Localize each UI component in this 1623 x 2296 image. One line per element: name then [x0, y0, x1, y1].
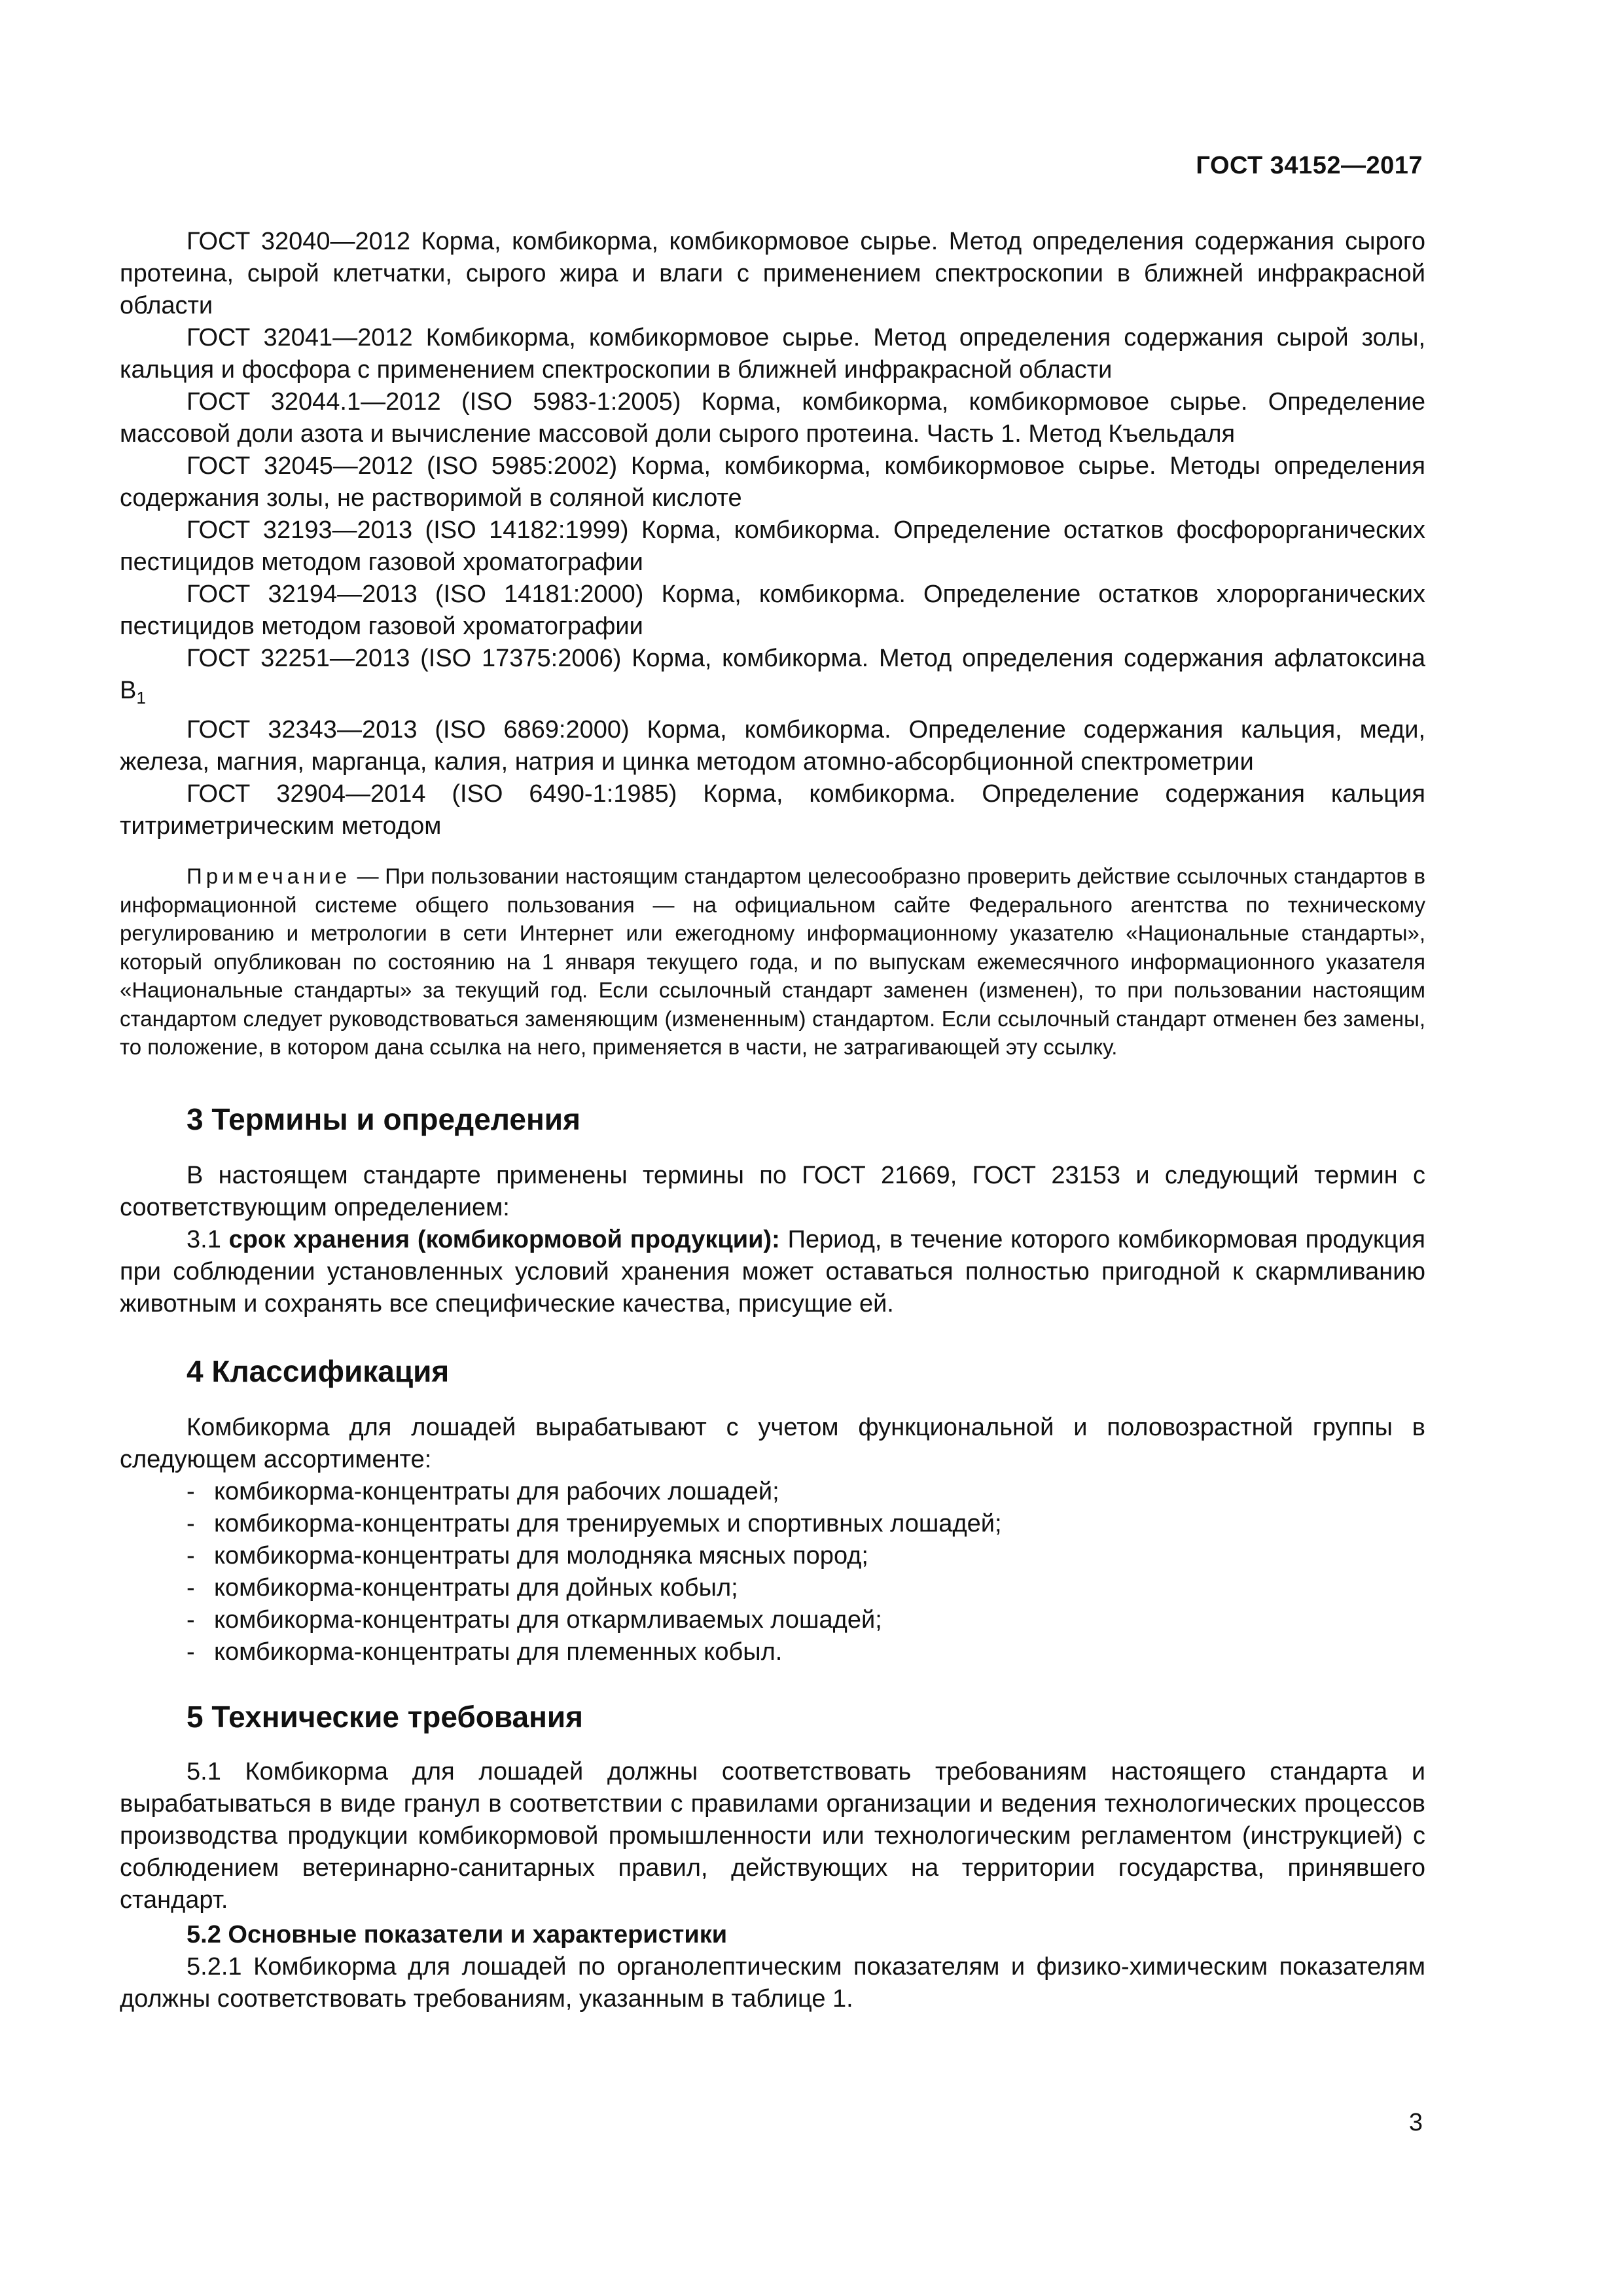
section-3-intro: В настоящем стандарте применены термины по ГОСТ 21669, ГОСТ 23153 и следующий термин с соответствующим определением: — [120, 1161, 1425, 1221]
term-text: Период, в течение которого комбикормовая продукция при соблюдении установленных условий хранения может оставаться полностью пригодной к скармливанию животным и сохранять все специфические качества, присущие ей. — [120, 1225, 1426, 1318]
list-item — [120, 1476, 1425, 1508]
section-4-intro: Комбикорма для лошадей вырабатывают с учетом функциональной и половозрастной группы в следующем ассортименте: — [120, 1413, 1425, 1473]
list-bullet: - — [187, 1605, 195, 1634]
term-number: 3.1 — [187, 1225, 229, 1253]
page-number: 3 — [1408, 2109, 1423, 2136]
list-item-text: комбикорма-концентраты для откармливаемых лошадей; — [214, 1605, 882, 1634]
term-definition — [120, 1224, 1425, 1320]
list-bullet: - — [187, 1541, 195, 1570]
list-bullet: - — [187, 1638, 195, 1666]
list-item-text: комбикорма-концентраты для дойных кобыл; — [214, 1573, 738, 1602]
term-name: срок хранения (комбикормовой продукции): — [228, 1225, 780, 1253]
list-bullet: - — [187, 1477, 195, 1505]
reference-item: ГОСТ 32193—2013 (ISO 14182:1999) Корма, комбикорма. Определение остатков фосфорорганических пестицидов методом газовой хроматографии — [120, 516, 1425, 576]
page-content — [120, 226, 1425, 2015]
list-item-text: комбикорма-концентраты для племенных кобыл. — [214, 1638, 783, 1666]
section-4-heading: 4 Классификация — [187, 1354, 450, 1388]
list-item-text: комбикорма-концентраты для тренируемых и спортивных лошадей; — [214, 1509, 1002, 1537]
paragraph-5-2-1: 5.2.1 Комбикорма для лошадей по органолептическим показателям и физико-химическим показателям должны соответствовать требованиям, указанным в таблице 1. — [120, 1952, 1425, 2013]
reference-item: ГОСТ 32045—2012 (ISO 5985:2002) Корма, комбикорма, комбикормовое сырье. Методы определения содержания золы, не растворимой в соляной кислоте — [120, 452, 1425, 512]
note-paragraph — [120, 862, 1425, 1062]
reference-item: ГОСТ 32044.1—2012 (ISO 5983-1:2005) Корма, комбикорма, комбикормовое сырье. Определение массовой доли азота и вычисление массовой доли сырого протеина. Часть 1. Метод Къельдаля — [120, 388, 1425, 448]
reference-item: ГОСТ 32904—2014 (ISO 6490-1:1985) Корма, комбикорма. Определение содержания кальция титриметрическим методом — [120, 780, 1425, 840]
assortment-list — [120, 1476, 1425, 1668]
reference-item: ГОСТ 32343—2013 (ISO 6869:2000) Корма, комбикорма. Определение содержания кальция, меди, железа, магния, марганца, калия, натрия и цинка методом атомно-абсорбционной спектрометрии — [120, 716, 1425, 776]
note-label: Примечание — [187, 864, 351, 888]
list-bullet: - — [187, 1509, 195, 1537]
list-item — [120, 1604, 1425, 1636]
section-3-heading: 3 Термины и определения — [187, 1102, 580, 1136]
reference-item-aflatoxin — [120, 643, 1425, 714]
paragraph-5-1: 5.1 Комбикорма для лошадей должны соответствовать требованиям настоящего стандарта и вырабатываться в виде гранул в соответствии с правилами организации и ведения технологических процессов производства продукции комбикормовой промышленности или технологическим регламентом (инструкцией) с соблюдением ветеринарно-санитарных правил, действующих на территории государства, принявшего стандарт. — [120, 1757, 1425, 1914]
subsection-5-2-heading: 5.2 Основные показатели и характеристики — [187, 1920, 728, 1948]
list-item — [120, 1508, 1425, 1540]
list-item-text: комбикорма-концентраты для рабочих лошадей; — [214, 1477, 779, 1505]
section-5-heading: 5 Технические требования — [187, 1699, 583, 1734]
list-item — [120, 1636, 1425, 1668]
reference-item: ГОСТ 32041—2012 Комбикорма, комбикормовое сырье. Метод определения содержания сырой золы, кальция и фосфора с применением спектроскопии в ближней инфракрасной области — [120, 324, 1425, 384]
reference-subscript: 1 — [136, 688, 146, 708]
list-item — [120, 1572, 1425, 1604]
note-text: — При пользовании настоящим стандартом целесообразно проверить действие ссылочных стандартов в информационной системе общего пользования — на официальном сайте Федерального агентства по техническому регулированию и метрологии в сети Интернет или ежегодному информационному указателю «Национальные стандарты», который опубликован по состоянию на 1 января текущего года, и по выпускам ежемесячного информационного указателя «Национальные стандарты» за текущий год. Если ссылочный стандарт заменен (изменен), то при пользовании настоящим стандартом следует руководствоваться заменяющим (измененным) стандартом. Если ссылочный стандарт отменен без замены, то положение, в котором дана ссылка на него, применяется в части, не затрагивающей эту ссылку. — [120, 864, 1425, 1059]
reference-text: ГОСТ 32251—2013 (ISO 17375:2006) Корма, комбикорма. Метод определения содержания афлатоксина B — [120, 645, 1425, 704]
list-item — [120, 1540, 1425, 1572]
reference-item: ГОСТ 32194—2013 (ISO 14181:2000) Корма, комбикорма. Определение остатков хлорорганических пестицидов методом газовой хроматографии — [120, 581, 1425, 640]
reference-item: ГОСТ 32040—2012 Корма, комбикорма, комбикормовое сырье. Метод определения содержания сырого протеина, сырой клетчатки, сырого жира и влаги с применением спектроскопии в ближней инфракрасной области — [120, 228, 1425, 319]
list-bullet: - — [187, 1573, 195, 1602]
list-item-text: комбикорма-концентраты для молодняка мясных пород; — [214, 1541, 868, 1570]
document-code: ГОСТ 34152—2017 — [1196, 152, 1423, 179]
